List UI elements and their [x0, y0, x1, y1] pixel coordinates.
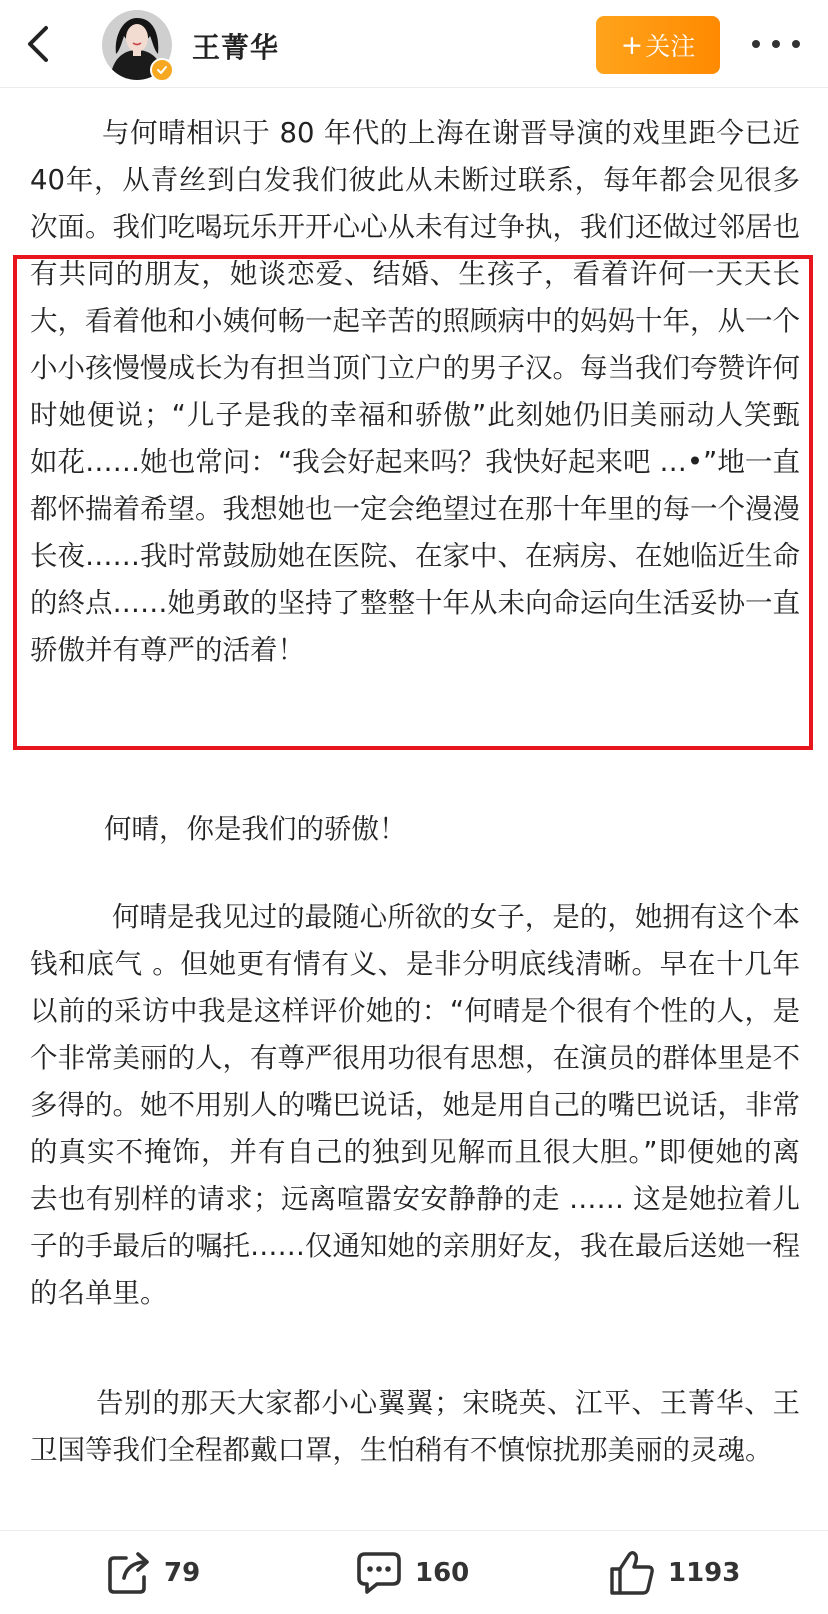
plus-icon: + [620, 29, 644, 61]
more-dots-icon [752, 40, 760, 48]
chevron-left-icon [24, 24, 52, 64]
comment-count: 160 [415, 1558, 470, 1588]
avatar[interactable] [102, 10, 172, 80]
thumbs-up-icon [608, 1549, 656, 1597]
comment-icon [355, 1550, 403, 1596]
more-dots-icon [772, 40, 780, 48]
like-button[interactable] [608, 1547, 740, 1599]
back-button[interactable] [14, 20, 62, 68]
paragraph-4: 告别的那天大家都小心翼翼；宋晓英、江平、王菁华、王卫国等我们全程都戴口罩，生怕稍有不慎惊扰那美丽的灵魂。 [30, 1387, 800, 1466]
share-count: 79 [164, 1558, 201, 1588]
comment-button[interactable] [355, 1547, 469, 1599]
post-body [0, 88, 828, 1530]
follow-label: 关注 [645, 32, 696, 61]
username[interactable]: 王菁华 [192, 31, 280, 64]
paragraph-1: 与何晴相识于 80 年代的上海在谢晋导演的戏里距今已近 40年，从青丝到白发我们彼此从未断过联系，每年都会见很多次面。我们吃喝玩乐开开心心从未有过争执，我们还做过邻居也有共同的朋友，她谈恋爱、结婚、生孩子，看着许何一天天长大，看着他和小姨何畅一起辛苦的照顾病中的妈妈十年，从一个小小孩慢慢成长为有担当顶门立户的男子汉。每当我们夸赞许何时她便说；“儿子是我的幸福和骄傲”此刻她仍旧美丽动人笑甄如花……她也常问：“我会好起来吗？我快好起来吧 …•”地一直都怀揣着希望。我想她也一定会绝望过在那十年里的每一个漫漫长夜……我时常鼓励她在医院、在家中、在病房、在她临近生命的終点……她勇敢的坚持了整整十年从未向命运向生活妥协一直骄傲并有尊严的活着！ [30, 117, 800, 666]
more-dots-icon [792, 40, 800, 48]
paragraph-3: 何晴是我见过的最随心所欲的女子，是的，她拥有这个本钱和底气 。但她更有情有义、是非分明底线清晰。早在十几年以前的采访中我是这样评价她的：“何晴是个很有个性的人，是个非常美丽的人，有尊严很用功很有思想，在演员的群体里是不多得的。她不用别人的嘴巴说话，她是用自己的嘴巴说话，非常的真实不掩饰，并有自己的独到见解而且很大胆。”即便她的离去也有别样的请求；远离喧嚣安安静静的走 …… 这是她拉着儿子的手最后的嘱托……仅通知她的亲朋好友，我在最后送她一程的名单里。 [30, 901, 800, 1309]
bottom-action-bar [0, 1530, 828, 1614]
follow-button[interactable] [596, 16, 720, 74]
more-options-button[interactable] [752, 28, 800, 60]
like-count: 1193 [668, 1558, 741, 1588]
top-nav-bar [0, 0, 828, 88]
share-icon [106, 1550, 152, 1596]
share-button[interactable] [106, 1547, 200, 1599]
paragraph-2: 何晴，你是我们的骄傲！ [104, 813, 407, 845]
verified-badge-icon [150, 58, 174, 82]
